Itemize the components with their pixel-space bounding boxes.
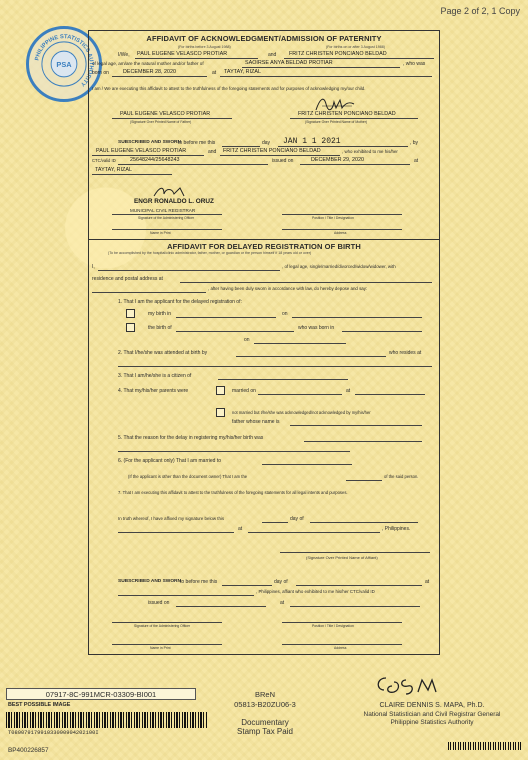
address-line-2 (282, 644, 402, 645)
married-checkbox[interactable] (216, 386, 225, 395)
mother-sig-caption: (Signature Over Printed Name of Mother) (305, 120, 367, 124)
issued-date-value: DECEMBER 29, 2020 (311, 157, 365, 163)
and2-label: and (208, 149, 217, 155)
mother-sig-line (290, 118, 418, 119)
at-label: at (212, 70, 217, 76)
sworn-day-line-2 (222, 585, 272, 586)
father-sig-caption: (Signature Over Printed Name of Father) (130, 120, 192, 124)
officer-title: MUNICIPAL CIVIL REGISTRAR (130, 208, 196, 213)
item4-text: 4. That my/his/her parents were (118, 388, 189, 394)
paternity-sub-right: (For births on or after 3 August 1988) (326, 45, 385, 49)
who-was-label: , who was (403, 61, 426, 67)
sworn-day-label: day (262, 140, 271, 146)
child-line (242, 67, 400, 68)
at-label-3: at (280, 600, 285, 606)
witness-place-line (248, 532, 380, 533)
signatory-title-2: Philippine Statistics Authority (390, 719, 474, 726)
my-birth-on-label: on (282, 311, 288, 317)
position-line-1 (282, 214, 402, 215)
affiant-caption: (Signature Over Printed Name of Affiant) (306, 555, 378, 560)
sworn-text: to before me this (178, 140, 216, 146)
mother-name-value: FRITZ CHRISTEN PONCIANO BELDAD (289, 51, 387, 57)
sworn-text-2: to before me this (180, 579, 218, 585)
item3-text: 3. That I am/he/she is a citizen of (118, 373, 192, 379)
document-id: 07917-8C-991MCR-03309-BI001 (6, 688, 196, 700)
officer-sig-line (112, 214, 222, 215)
issued-on-label: issued on (272, 158, 294, 164)
name-print-caption-1: Name in Print (150, 231, 171, 235)
child-name-value: SAOIRSE ANYA BELDAD PROTIAR (245, 60, 333, 66)
married-at-label: at (346, 388, 351, 394)
serial-number: BP400226857 (8, 747, 49, 754)
issued-date-line (300, 164, 410, 165)
stamp-line-2: Stamp Tax Paid (237, 727, 293, 736)
position-line-2 (282, 622, 402, 623)
item1-text: 1. That I am the applicant for the delayed registration of: (118, 299, 242, 305)
who-born-place-line (342, 331, 422, 332)
issued-on-label-2: issued on (148, 600, 170, 606)
my-birth-date-line (292, 317, 422, 318)
spouse-line (262, 464, 352, 465)
issued-place-value: TAYTAY, RIZAL (95, 167, 132, 173)
section-divider (88, 239, 440, 240)
residence-label: residence and postal address at (92, 276, 163, 282)
delayed-subtitle: (To be accomplished by the hospital/clinic administrator, father, mother, or guardian or the person himself if 18 years old or over) (108, 251, 312, 255)
legal-age-text: of legal age, am/are the natural mother and/or father of (92, 61, 204, 66)
sworn-place-line-2 (118, 595, 254, 596)
officer-name: ENGR RONALDO L. ORUZ (134, 198, 214, 205)
birth-place-line (220, 76, 432, 77)
position-caption-1: Position / Title / Designation (312, 216, 354, 220)
birth-date-line (112, 76, 207, 77)
after-oath-text: , after having been duly sworn in accordance with law, do hereby depose and say: (208, 286, 368, 291)
sig-admin-caption-1: Signature of the Administering Officer (138, 216, 195, 220)
sworn-month-line-2 (296, 585, 422, 586)
birth-of-date-line (254, 343, 346, 344)
purpose-text: I am / We are executing this affidavit to attest to the truthfulness of the foregoing statements and for purposes of acknowledging my/our child. (92, 86, 366, 91)
signatory-title-1: National Statistician and Civil Registrar General (363, 711, 501, 718)
serial-barcode (448, 742, 522, 750)
birth-of-name-line (176, 331, 294, 332)
witness-text: In truth whereof, I have affixed my signature below this (118, 516, 225, 521)
delayed-title: AFFIDAVIT FOR DELAYED REGISTRATION OF BIRTH (167, 242, 361, 251)
day-of-label-2: day of (274, 579, 288, 585)
paternity-sub-left: (For births before 3 August 1988) (178, 45, 231, 49)
witness-at-label: at (238, 526, 243, 532)
not-married-checkbox[interactable] (216, 408, 225, 417)
item6b-text: (If the applicant is other than the document owner) That I am the (128, 474, 248, 479)
i-label: I, (92, 264, 95, 270)
philippines-label: , Philippines. (382, 526, 411, 532)
best-image-label: BEST POSSIBLE IMAGE (8, 702, 71, 708)
bren-number: 05813-B20ZU06-3 (234, 700, 296, 709)
married-date-line (258, 394, 342, 395)
birth-of-on-label: on (244, 337, 250, 343)
father-sig-line (112, 118, 232, 119)
who-resides-label: who resides at (389, 350, 422, 356)
position-caption-2: Position / Title / Designation (312, 624, 354, 628)
who-born-label: who was born in (298, 325, 335, 331)
not-married-text: not married but I/he/she was acknowledged/not acknowledged by my/his/her (232, 410, 371, 415)
born-on-label: born on (92, 70, 109, 76)
barcode-number: T08007917991033090904202100I (8, 730, 99, 736)
philippines-2-text: , Philippines, affiant who exhibited to me his/her CTC/valid ID (256, 589, 375, 594)
at2-label: at (414, 158, 419, 164)
relation-line (346, 480, 382, 481)
item5-text: 5. That the reason for the delay in registering my/his/her birth was (118, 435, 264, 441)
signatory-signature (370, 672, 460, 700)
issued-place-line-2 (290, 606, 420, 607)
ctc-line (118, 164, 268, 165)
officer-sig-line-2 (112, 622, 222, 623)
attendant-address-line (118, 366, 432, 367)
ctc-label: CTC/valid ID (92, 158, 116, 163)
father-name-value: PAUL EUGENE VELASCO PROTIAR (137, 51, 228, 57)
seal-ring-text: PHILIPPINE STATISTICS AUTHORITY (34, 34, 94, 87)
father-name-line (290, 425, 422, 426)
signatory-name: CLAIRE DENNIS S. MAPA, Ph.D. (379, 702, 485, 709)
name-print-line-1 (112, 229, 222, 230)
birth-date-value: DECEMBER 28, 2020 (123, 69, 177, 75)
we-label: I/We, (118, 52, 130, 58)
married-on-label: married on (232, 388, 256, 394)
item7-text: 7. That I am executing this affidavit to attest to the truthfulness of the foregoing statements for all legal intents and purposes. (118, 490, 348, 495)
birth-of-label: the birth of (148, 325, 172, 331)
residence-line (180, 282, 432, 283)
residence-line-2 (92, 292, 206, 293)
affiant1-line (92, 155, 204, 156)
paternity-title: AFFIDAVIT OF ACKNOWLEDGMENT/ADMISSION OF PATERNITY (146, 34, 382, 43)
seal-abbr: PSA (56, 59, 72, 69)
page-label: Page 2 of 2, 1 Copy (440, 6, 520, 16)
sworn-date-line (278, 146, 408, 147)
affiant2-value: FRITZ CHRISTEN PONCIANO BELDAD (223, 148, 321, 154)
ctc-value: 25648244/25648243 (130, 157, 180, 163)
name-print-caption-2: Name in Print (150, 646, 171, 650)
item2-text: 2. That I/he/she was attended at birth by (118, 350, 208, 356)
mother-line (284, 58, 434, 59)
father-name-label: father whose name is (232, 419, 280, 425)
of-person-label: of the said person. (384, 474, 419, 479)
witness-day-line (262, 522, 288, 523)
sworn-day-line (222, 146, 260, 147)
witness-year-line (118, 532, 234, 533)
attendant-line (236, 356, 386, 357)
legal-age-label: , of legal age, single/married/divorced/widow/widower, with (282, 264, 396, 269)
and-label: and (268, 52, 277, 58)
my-birth-label: my birth in (148, 311, 172, 317)
sworn-label-2: SUBSCRIBED AND SWORN (118, 579, 181, 584)
father-line (135, 58, 258, 59)
name-line (98, 270, 280, 271)
issued-date-line-2 (176, 606, 266, 607)
reason-line-2 (118, 451, 350, 452)
birth-of-checkbox[interactable] (126, 323, 135, 332)
issued-place-line (92, 174, 172, 175)
birth-place-value: TAYTAY, RIZAL (224, 69, 261, 75)
father-sig-name: PAUL EUGENE VELASCO PROTIAR (120, 111, 211, 117)
address-line-1 (282, 229, 402, 230)
day-of-label: day of (290, 516, 304, 522)
address-caption-2: Address (334, 646, 347, 650)
sworn-label: SUBSCRIBED AND SWORN (118, 140, 181, 145)
sig-admin-caption-2: Signature of the Administering Officer (134, 624, 191, 628)
at-label-2: at (425, 579, 430, 585)
affiant2-line (220, 155, 340, 156)
sworn-date-stamp: JAN 1 1 2021 (283, 137, 341, 146)
reason-line (304, 441, 422, 442)
witness-month-line (310, 522, 418, 523)
citizen-line (218, 379, 348, 380)
mother-sig-name: FRITZ CHRISTEN PONCIANO BELDAD (298, 111, 396, 117)
stamp-line-1: Documentary (241, 718, 289, 727)
affiant1-value: PAUL EUGENE VELASCO PROTIAR (96, 148, 187, 154)
name-print-line-2 (112, 644, 222, 645)
exhibited-text: , who exhibited to me his/her (342, 149, 398, 154)
address-caption-1: Address (334, 231, 347, 235)
by-label: , by (410, 140, 419, 146)
document-barcode (6, 712, 208, 728)
married-place-line (355, 394, 425, 395)
my-birth-place-line (176, 317, 276, 318)
item6-text: 6. (For the applicant only) That I am married to (118, 458, 222, 464)
bren-label: BReN (254, 690, 275, 699)
affiant-sig-line (280, 552, 430, 553)
my-birth-checkbox[interactable] (126, 309, 135, 318)
